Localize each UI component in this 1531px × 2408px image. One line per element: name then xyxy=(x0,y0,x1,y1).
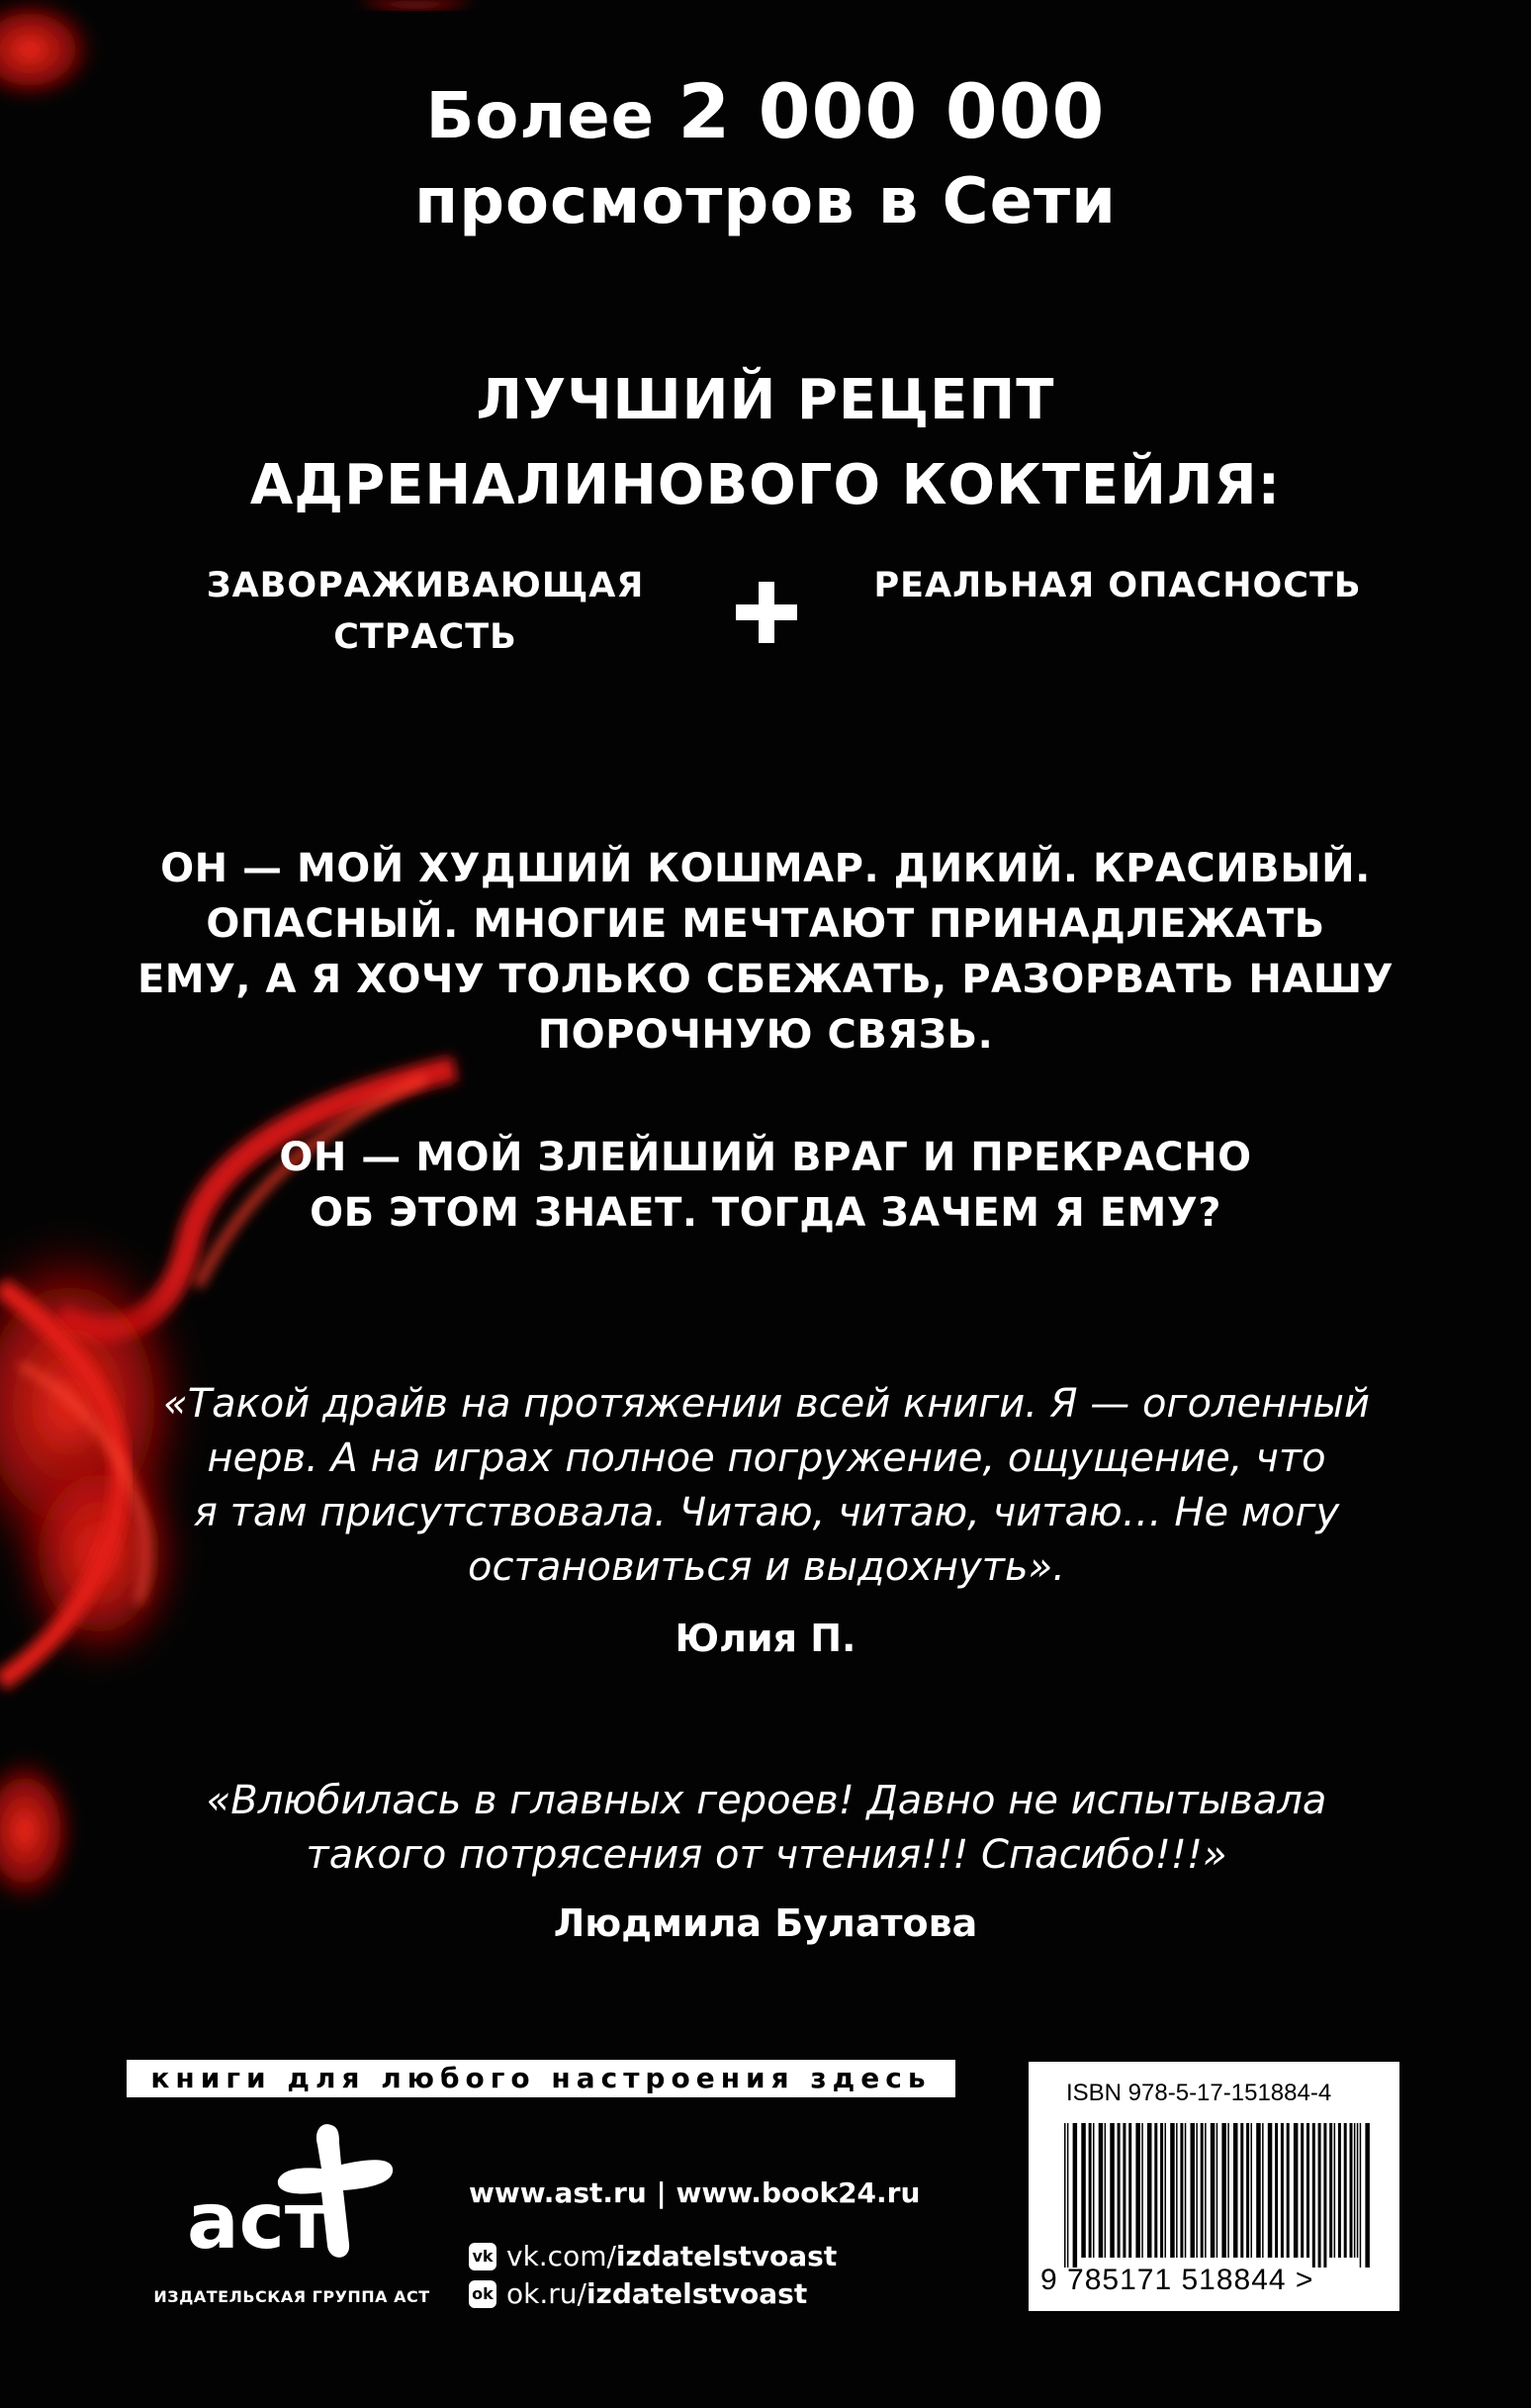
barcode-bar xyxy=(1105,2123,1107,2258)
isbn-barcode-box xyxy=(1029,2062,1399,2311)
barcode-bar xyxy=(1089,2123,1092,2258)
barcode-bar xyxy=(1128,2123,1131,2258)
publisher-logo xyxy=(183,2117,410,2275)
barcode-bar xyxy=(1201,2123,1204,2258)
blurb-paragraph-1 xyxy=(99,841,1432,1063)
headline-prefix: Более xyxy=(425,80,656,153)
barcode-bar xyxy=(1240,2123,1243,2258)
barcode-digits: 9 785171 518844 > xyxy=(1040,2264,1314,2296)
ok-prefix: ok.ru/ xyxy=(506,2277,586,2310)
blurb-line: ПОРОЧНУЮ СВЯЗЬ. xyxy=(537,1012,994,1058)
blurb-line: ОН — МОЙ ХУДШИЙ КОШМАР. ДИКИЙ. КРАСИВЫЙ. xyxy=(160,846,1371,891)
barcode-bar xyxy=(1221,2123,1226,2258)
recipe-title-line2: АДРЕНАЛИНОВОГО КОКТЕЙЛЯ: xyxy=(249,453,1282,517)
barcode-bar xyxy=(1323,2123,1326,2268)
barcode-bar xyxy=(1196,2123,1198,2258)
plus-icon xyxy=(732,578,801,647)
barcode-bar xyxy=(1118,2123,1121,2258)
barcode-bar xyxy=(1329,2123,1332,2258)
barcode-bar xyxy=(1081,2123,1086,2258)
logo-wordmark: аст xyxy=(187,2177,330,2267)
publisher-websites[interactable]: www.ast.ru | www.book24.ru xyxy=(469,2176,921,2209)
barcode-bar xyxy=(1262,2123,1264,2258)
review-line: «Такой драйв на протяжении всей книги. Я — оголенный xyxy=(163,1381,1370,1427)
headline-line2: просмотров в Сети xyxy=(414,165,1117,238)
review-author-1: Юлия П. xyxy=(675,1617,856,1660)
recipe-title xyxy=(0,358,1531,528)
barcode-bar xyxy=(1073,2123,1078,2268)
headline xyxy=(0,69,1531,244)
recipe-ingredient-left xyxy=(158,560,692,663)
barcode-bar xyxy=(1338,2123,1341,2258)
barcode-bar xyxy=(1216,2123,1218,2258)
blurb-line: ОПАСНЫЙ. МНОГИЕ МЕЧТАЮТ ПРИНАДЛЕЖАТЬ xyxy=(206,901,1325,947)
barcode-bar xyxy=(1176,2123,1178,2258)
tagline-ribbon: книги для любого настроения здесь xyxy=(127,2060,955,2097)
review-line: нерв. А на играх полное погружение, ощущение, что xyxy=(207,1436,1326,1481)
ok-handle: izdatelstvoast xyxy=(585,2277,808,2310)
ok-icon: ok xyxy=(469,2280,496,2308)
barcode-bar xyxy=(1357,2123,1359,2258)
barcode-bar xyxy=(1064,2123,1066,2268)
barcode-bar xyxy=(1093,2123,1095,2258)
headline-number: 2 000 000 xyxy=(677,67,1106,155)
blurb-paragraph-2 xyxy=(99,1130,1432,1241)
barcode-bar xyxy=(1233,2123,1238,2258)
barcode-bar xyxy=(1334,2123,1336,2258)
isbn-label: ISBN 978-5-17-151884-4 xyxy=(1066,2080,1332,2106)
barcode-bar xyxy=(1301,2123,1304,2258)
barcode-bar xyxy=(1211,2123,1216,2258)
barcode-bar xyxy=(1312,2123,1315,2268)
barcode-bar xyxy=(1067,2123,1069,2268)
barcode-bar xyxy=(1205,2123,1207,2258)
publisher-name: ИЗДАТЕЛЬСКАЯ ГРУППА АСТ xyxy=(153,2287,430,2306)
blurb-line: ЕМУ, А Я ХОЧУ ТОЛЬКО СБЕЖАТЬ, РАЗОРВАТЬ НАШУ xyxy=(136,957,1395,1002)
recipe-ingredient-right: РЕАЛЬНАЯ ОПАСНОСТЬ xyxy=(873,566,1362,605)
barcode-bar xyxy=(1275,2123,1278,2258)
blurb-line: ОН — МОЙ ЗЛЕЙШИЙ ВРАГ И ПРЕКРАСНО xyxy=(279,1135,1252,1180)
barcode-bar xyxy=(1160,2123,1163,2258)
headline-line1 xyxy=(0,69,1531,159)
barcode-bar xyxy=(1191,2123,1196,2258)
barcode xyxy=(1044,2119,1386,2268)
barcode-bar xyxy=(1135,2123,1140,2258)
barcode-bar xyxy=(1110,2123,1115,2258)
review-line: такого потрясения от чтения!!! Спасибо!!!» xyxy=(306,1832,1227,1878)
barcode-bar xyxy=(1365,2123,1370,2268)
barcode-bar xyxy=(1354,2123,1356,2258)
barcode-bar xyxy=(1185,2123,1187,2258)
barcode-bar xyxy=(1170,2123,1175,2258)
barcode-bar xyxy=(1318,2123,1321,2268)
barcode-bar xyxy=(1123,2123,1126,2258)
barcode-bar xyxy=(1165,2123,1167,2258)
barcode-bar xyxy=(1227,2123,1229,2258)
vk-prefix: vk.com/ xyxy=(506,2240,616,2272)
review-line: я там присутствовала. Читаю, читаю, читаю… Не могу xyxy=(193,1490,1340,1535)
barcode-bar xyxy=(1306,2123,1309,2258)
ingredient-left-line2: СТРАСТЬ xyxy=(333,617,517,657)
blurb-line: ОБ ЭТОМ ЗНАЕТ. ТОГДА ЗАЧЕМ Я ЕМУ? xyxy=(310,1190,1221,1236)
review-quote-2 xyxy=(109,1774,1424,1883)
vk-link[interactable] xyxy=(469,2240,837,2272)
vk-handle: izdatelstvoast xyxy=(615,2240,838,2272)
ingredient-left-line1: ЗАВОРАЖИВАЮЩАЯ xyxy=(206,566,645,605)
review-quote-1 xyxy=(109,1377,1424,1595)
review-line: остановиться и выдохнуть». xyxy=(468,1544,1065,1590)
barcode-bar xyxy=(1360,2123,1362,2268)
barcode-bar xyxy=(1141,2123,1143,2258)
barcode-bar xyxy=(1154,2123,1157,2258)
vk-icon: vk xyxy=(469,2243,496,2270)
barcode-bar xyxy=(1099,2123,1104,2258)
barcode-bar xyxy=(1147,2123,1152,2258)
barcode-bar xyxy=(1344,2123,1347,2258)
barcode-bar xyxy=(1350,2123,1353,2258)
review-author-2: Людмила Булатова xyxy=(553,1901,978,1945)
barcode-bar xyxy=(1246,2123,1249,2258)
recipe-title-line1: ЛУЧШИЙ РЕЦЕПТ xyxy=(476,368,1055,432)
barcode-bar xyxy=(1281,2123,1284,2258)
barcode-bar xyxy=(1287,2123,1290,2258)
barcode-bar xyxy=(1256,2123,1261,2258)
barcode-bar xyxy=(1268,2123,1273,2258)
review-line: «Влюбилась в главных героев! Давно не испытывала xyxy=(206,1778,1327,1823)
barcode-bar xyxy=(1294,2123,1299,2258)
barcode-bar xyxy=(1180,2123,1183,2258)
ok-link[interactable] xyxy=(469,2277,807,2310)
barcode-bar xyxy=(1251,2123,1253,2258)
